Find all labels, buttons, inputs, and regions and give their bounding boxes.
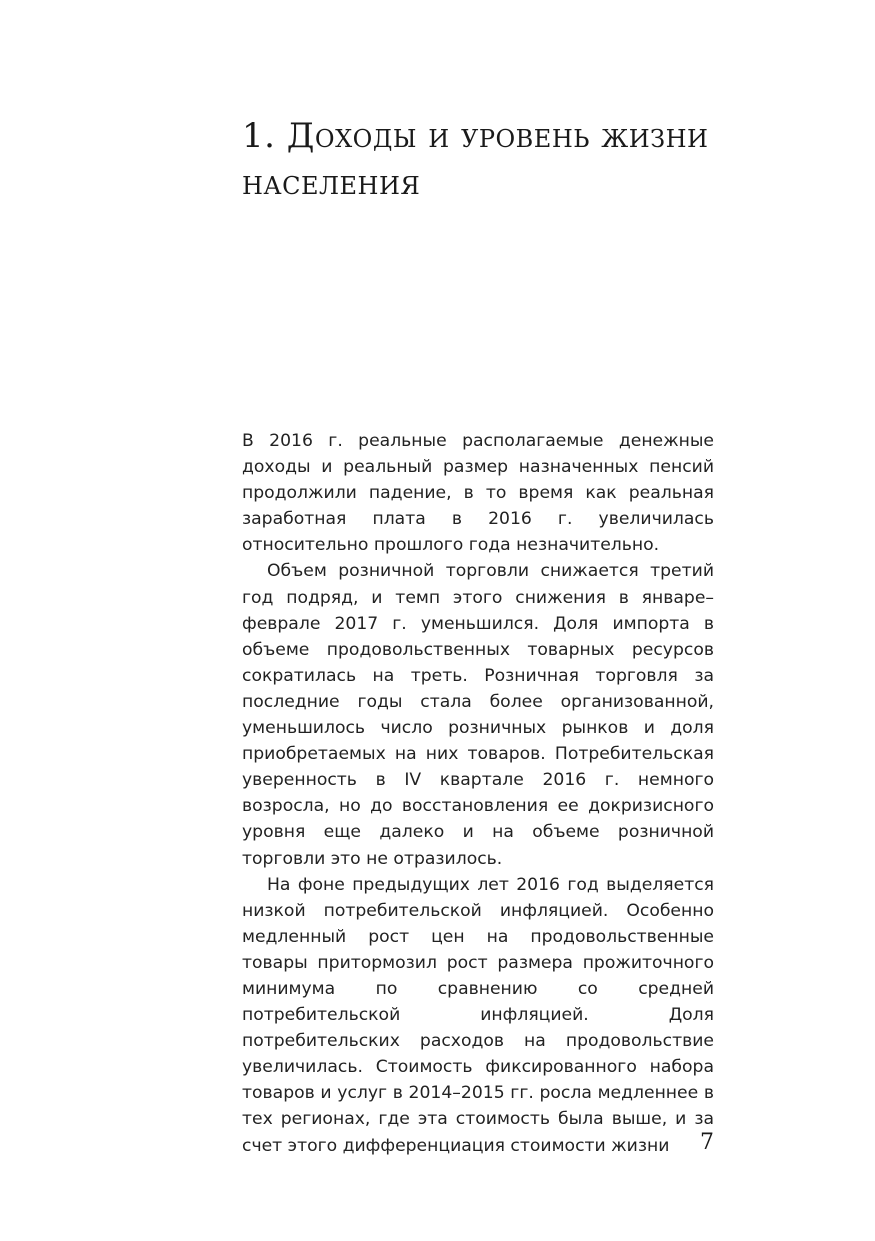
chapter-title-line1: 1. Доходы и уровень жизни [242, 116, 709, 156]
chapter-title-line2: населения [242, 163, 421, 203]
paragraph-2: Объем розничной торговли снижается третий год подряд, и темп этого снижения в январе–феврале 2017 г. уменьшился. Доля импорта в объеме продовольственных товарных ресурсов сократилась на треть. Розничная торговля за последние годы стала более организованной, уменьшилось число розничных рынков и доля приобретаемых на них товаров. Потребительская уверенность в IV квартале 2016 г. немного возросла, но до восстановления ее докризисного уровня еще далеко и на объеме розничной торговли это не отразилось. [242, 561, 714, 869]
paragraph-3: На фоне предыдущих лет 2016 год выделяется низкой потребительской инфляцией. Особенно медленный рост цен на продовольственные товары притормозил рост размера прожиточного минимума по сравнению со средней потребительской инфляцией. Доля потребительских расходов на продовольствие увеличилась. Стоимость фиксированного набора товаров и услуг в 2014–2015 гг. росла медленнее в тех регионах, где эта стоимость была выше, и за счет этого дифференциация стоимости жизни [242, 874, 714, 1156]
page-number: 7 [700, 1130, 714, 1155]
paragraph-1: В 2016 г. реальные располагаемые денежные доходы и реальный размер назначенных пенсий продолжили падение, в то время как реальная заработная плата в 2016 г. увеличилась относительно прошлого года незначительно. [242, 431, 714, 556]
chapter-title [242, 113, 722, 207]
body-text [242, 428, 714, 1159]
